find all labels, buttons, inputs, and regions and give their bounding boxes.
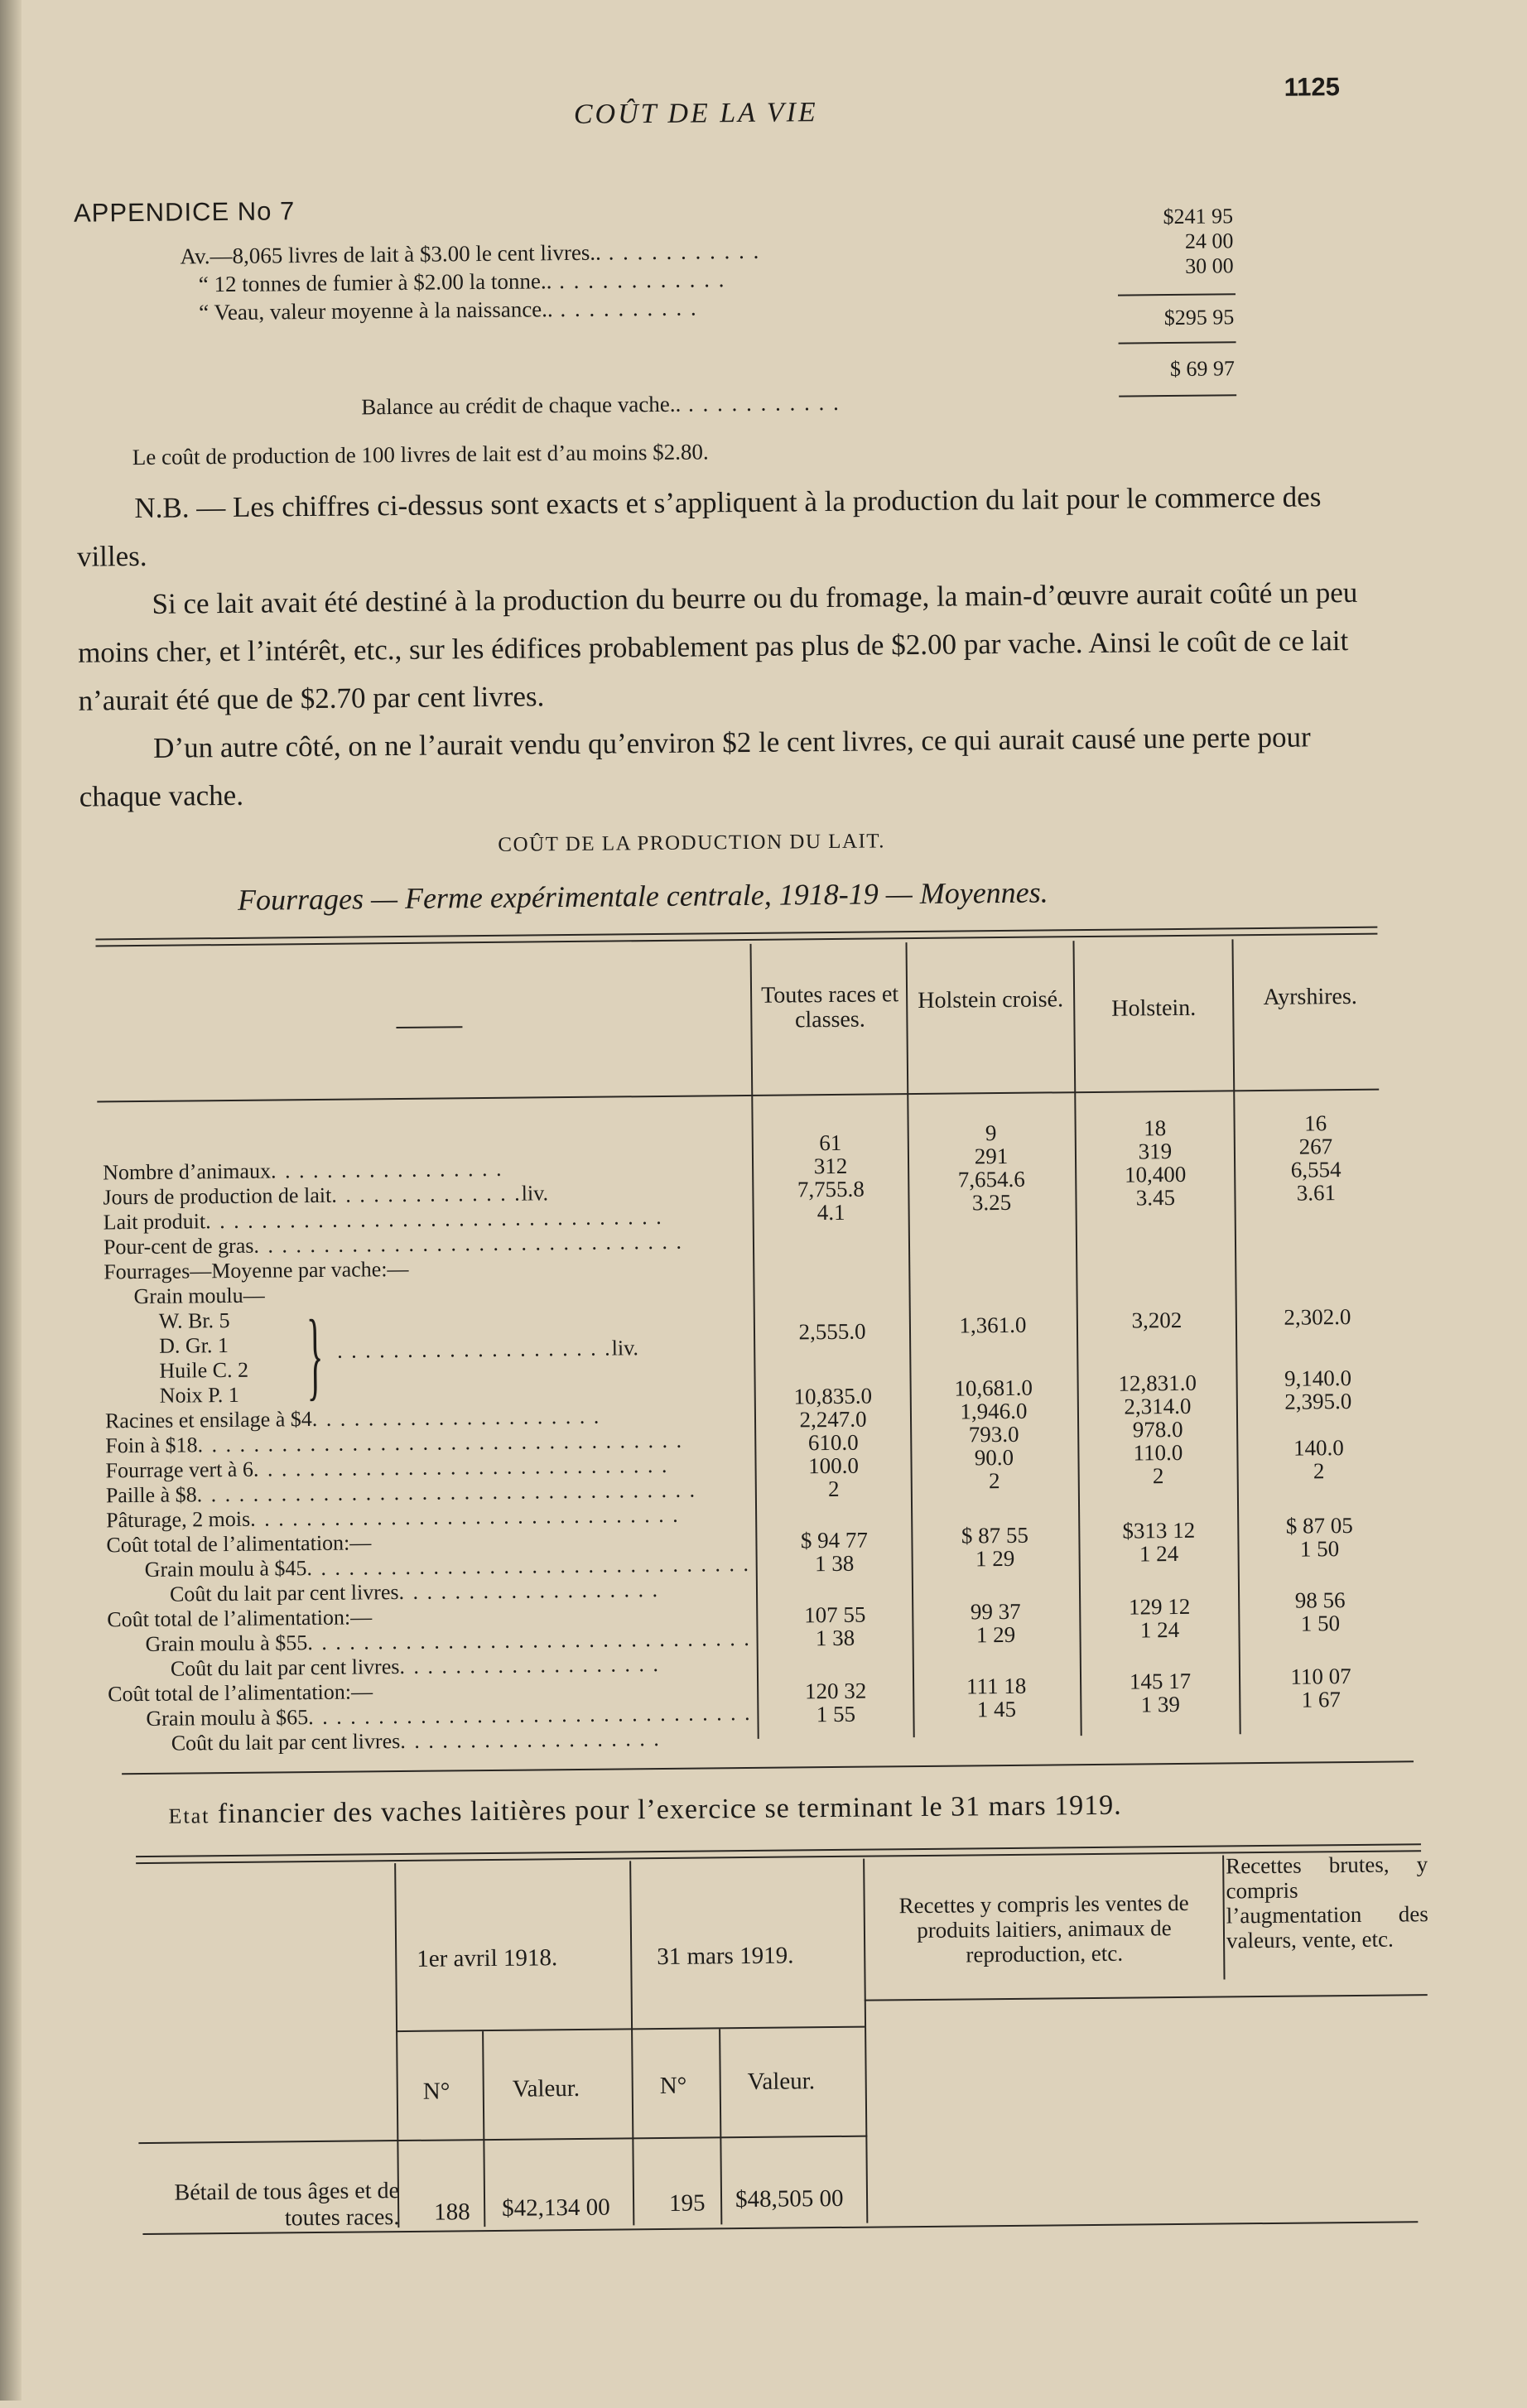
cell-paille-h: 110.0 — [1133, 1439, 1183, 1466]
cell-paille-ay: 140.0 — [1293, 1435, 1344, 1461]
cell-fat-ay: 3.61 — [1296, 1180, 1337, 1206]
cell-milk-all: 7,755.8 — [797, 1176, 865, 1202]
row-label-grain-65: Grain moulu à $65. . . . . . . . . . . . . . . . . . . . . . . . . . . . . . . . — [146, 1700, 752, 1731]
table1-caption: Fourrages — Ferme expérimentale centrale, 1918-19 — Moyennes. — [237, 875, 1048, 917]
table1-header-rule — [97, 1089, 1379, 1103]
grain-unit: . . . . . . . . . . . . . . . . . . . .liv. — [337, 1336, 639, 1363]
cell-paille-hc: 90.0 — [974, 1444, 1014, 1471]
cost-note: Le coût de production de 100 livres de lait est d’au moins $2.80. — [132, 439, 709, 470]
cell-valeur-1919: $48,505 00 — [735, 2184, 844, 2213]
cell-foin-all: 2,247.0 — [799, 1406, 867, 1433]
cell-total55-hc: 99 37 — [970, 1598, 1021, 1625]
cell-milk-h: 10,400 — [1124, 1161, 1187, 1187]
account-line-milk: Av.—8,065 livres de lait à $3.00 le cent livres.. . . . . . . . . . . . — [180, 238, 761, 269]
table1-top-rule-1 — [95, 927, 1377, 941]
table2-subdivider-1 — [482, 2031, 485, 2227]
cell-paturage-all: 2 — [827, 1476, 840, 1502]
cell-animals-ay: 16 — [1303, 1110, 1327, 1136]
row-label-total-65: Coût total de l’alimentation:— — [108, 1679, 373, 1707]
cell-days-hc: 291 — [974, 1143, 1009, 1169]
cell-total45-h: $313 12 — [1122, 1517, 1196, 1544]
cell-cost65-hc: 1 45 — [976, 1696, 1017, 1722]
cell-cost45-h: 1 24 — [1139, 1541, 1179, 1567]
cell-animals-all: 61 — [819, 1129, 842, 1156]
sum-rule — [1118, 293, 1236, 296]
cell-total45-hc: $ 87 55 — [961, 1522, 1029, 1548]
table2-divider-1 — [394, 1863, 399, 2227]
grain-brace: } — [306, 1298, 325, 1410]
row-label-grain-45: Grain moulu à $45. . . . . . . . . . . . . . . . . . . . . . . . . . . . . . . . — [144, 1551, 751, 1582]
col-header-holstein: Holstein. — [1111, 995, 1197, 1022]
cell-paturage-ay: 2 — [1313, 1458, 1325, 1484]
cell-total65-h: 145 17 — [1129, 1668, 1192, 1694]
col-header-ayrshires: Ayrshires. — [1263, 983, 1357, 1010]
row-label-paturage: Pâturage, 2 mois. . . . . . . . . . . . . . . . . . . . . . . . . . . . . . . — [106, 1502, 680, 1533]
row-label-grain-55: Grain moulu à $55. . . . . . . . . . . . . . . . . . . . . . . . . . . . . . . . — [145, 1625, 751, 1656]
cell-days-h: 319 — [1138, 1139, 1173, 1164]
subheader-no-1: N° — [422, 2078, 450, 2105]
balance-rule — [1119, 394, 1236, 397]
row-label-fourrage-vert: Fourrage vert à 6. . . . . . . . . . . . . . . . . . . . . . . . . . . . . . — [105, 1452, 669, 1483]
row-label-racines: Racines et ensilage à $4. . . . . . . . . . . . . . . . . . . . . — [104, 1404, 601, 1433]
row-label-cost-65: Coût du lait par cent livres. . . . . . . . . . . . . . . . . . . — [171, 1727, 661, 1755]
cell-total65-hc: 111 18 — [966, 1673, 1027, 1699]
cell-vert-all: 610.0 — [807, 1429, 859, 1456]
subheader-valeur-1: Valeur. — [512, 2074, 580, 2102]
cell-cost45-all: 1 38 — [814, 1550, 855, 1577]
cell-racines-hc: 10,681.0 — [954, 1375, 1033, 1401]
note-paragraph-3: D’un autre côté, on ne l’aurait vendu qu’environ $2 le cent livres, ce qui aurait causé une perte pour chaque vache. — [79, 720, 1311, 813]
note-paragraph-1: N.B. — Les chiffres ci-dessus sont exacts et s’appliquent à la production du lait pour le commerce des villes. — [76, 480, 1322, 573]
cell-foin-ay: 2,395.0 — [1284, 1388, 1352, 1414]
col-header-all: Toutes races et classes. — [760, 981, 899, 1033]
account-line-calf: “ Veau, valeur moyenne à la naissance.. . . . . . . . . . . — [199, 295, 698, 325]
cell-cost65-ay: 1 67 — [1301, 1687, 1342, 1712]
table2-recettes-rule — [865, 1994, 1428, 2001]
row-label-dgr: D. Gr. 1 — [158, 1333, 229, 1358]
cell-total65-ay: 110 07 — [1290, 1664, 1351, 1689]
cell-vert-hc: 793.0 — [968, 1421, 1019, 1447]
cell-cost55-ay: 1 50 — [1300, 1611, 1341, 1636]
cell-cost55-all: 1 38 — [815, 1625, 855, 1651]
row-label-cost-45: Coût du lait par cent livres. . . . . . . . . . . . . . . . . . . — [169, 1577, 660, 1606]
cell-valeur-1918: $42,134 00 — [501, 2194, 610, 2222]
cell-racines-ay: 9,140.0 — [1284, 1365, 1352, 1391]
row-label-milk: Lait produit. . . . . . . . . . . . . . . . . . . . . . . . . . . . . . . . . — [103, 1204, 663, 1235]
page-number: 1125 — [1284, 72, 1341, 102]
cell-paturage-h: 2 — [1152, 1463, 1164, 1489]
cell-paturage-hc: 2 — [988, 1468, 1000, 1494]
row-label-days: Jours de production de lait. . . . . . . . . . . . . .liv. — [103, 1181, 549, 1210]
amount-total: $295 95 — [1163, 305, 1235, 330]
row-label-total-45: Coût total de l’alimentation:— — [106, 1530, 372, 1558]
row-label-betail: Bétail de tous âges et de toutes races. — [174, 2178, 400, 2232]
cell-racines-h: 12,831.0 — [1118, 1370, 1197, 1396]
stub-header-dash — [396, 1026, 462, 1028]
row-label-noix: Noix P. 1 — [159, 1382, 239, 1408]
cell-fat-h: 3.45 — [1135, 1185, 1176, 1211]
cell-total45-all: $ 94 77 — [800, 1527, 869, 1553]
row-label-paille: Paille à $8. . . . . . . . . . . . . . . . . . . . . . . . . . . . . . . . . . . . — [105, 1477, 697, 1508]
table1-col-divider-3 — [1072, 941, 1081, 1736]
cell-racines-all: 10,835.0 — [793, 1383, 873, 1409]
amount-manure: 24 00 — [1184, 229, 1234, 253]
cell-grain-hc: 1,361.0 — [959, 1312, 1027, 1338]
cell-milk-hc: 7,654.6 — [957, 1166, 1025, 1192]
table1-col-divider-4 — [1231, 939, 1240, 1734]
row-label-total-55: Coût total de l’alimentation:— — [107, 1605, 373, 1632]
table2-divider-4 — [1222, 1855, 1225, 1979]
cell-foin-hc: 1,946.0 — [960, 1398, 1028, 1424]
table1-top-rule-2 — [95, 933, 1377, 947]
cell-total55-ay: 98 56 — [1294, 1587, 1346, 1613]
cell-total55-all: 107 55 — [804, 1601, 866, 1628]
cell-paille-all: 100.0 — [808, 1452, 860, 1479]
section-title: COÛT DE LA PRODUCTION DU LAIT. — [498, 830, 886, 856]
cell-total45-ay: $ 87 05 — [1285, 1512, 1353, 1539]
cell-cost45-ay: 1 50 — [1299, 1536, 1340, 1562]
note-paragraph-2: Si ce lait avait été destiné à la production du beurre ou du fromage, la main-d’œuvre aurait coûté un peu moins cher, et l’intérêt, etc., sur les édifices probablement pas plus de $2.00 par vache. Ainsi le coût de ce lait n’aurait été que de $2.70 par cent livres. — [77, 576, 1358, 717]
cell-fat-hc: 3.25 — [971, 1189, 1012, 1216]
cell-cost45-hc: 1 29 — [975, 1545, 1015, 1572]
row-label-cost-55: Coût du lait par cent livres. . . . . . . . . . . . . . . . . . . — [170, 1652, 661, 1681]
cell-cost55-hc: 1 29 — [975, 1621, 1016, 1648]
account-line-manure: “ 12 tonnes de fumier à $2.00 la tonne.. . . . . . . . . . . . . — [198, 267, 726, 297]
subheader-no-2: N° — [659, 2072, 687, 2100]
col-header-holstein-croise: Holstein croisé. — [918, 986, 1064, 1014]
cell-cost65-all: 1 55 — [816, 1701, 856, 1727]
cell-total65-all: 120 32 — [804, 1678, 867, 1704]
row-label-grain: Grain moulu— — [133, 1283, 265, 1309]
col-header-date2: 31 mars 1919. — [657, 1942, 794, 1971]
cell-milk-ay: 6,554 — [1290, 1157, 1342, 1182]
amount-milk: $241 95 — [1163, 204, 1234, 229]
cell-cost55-h: 1 24 — [1139, 1616, 1180, 1643]
balance-label: Balance au crédit de chaque vache.. . . . . . . . . . . . — [361, 389, 841, 420]
table2-subdivider-2 — [719, 2029, 722, 2224]
table2-divider-2 — [629, 1861, 634, 2225]
total-rule — [1119, 341, 1236, 344]
cell-total55-h: 129 12 — [1128, 1593, 1191, 1620]
table2-caption: Etat financier des vaches laitières pour l’exercice se terminant le 31 mars 1919. — [168, 1789, 1122, 1830]
cell-foin-h: 2,314.0 — [1124, 1393, 1192, 1419]
subheader-valeur-2: Valeur. — [747, 2068, 816, 2096]
row-label-animals: Nombre d’animaux. . . . . . . . . . . . . . . . . — [102, 1156, 503, 1185]
cell-animals-hc: 9 — [985, 1120, 997, 1146]
row-label-huile: Huile C. 2 — [159, 1357, 249, 1383]
cell-vert-h: 978.0 — [1132, 1416, 1183, 1442]
amount-calf: 30 00 — [1185, 253, 1234, 278]
cell-grain-all: 2,555.0 — [798, 1318, 866, 1345]
row-label-feed-header: Fourrages—Moyenne par vache:— — [104, 1256, 409, 1284]
table2-header-rule — [138, 2136, 867, 2144]
running-title: COÛT DE LA VIE — [573, 97, 818, 130]
row-label-foin: Foin à $18. . . . . . . . . . . . . . . . . . . . . . . . . . . . . . . . . . . — [105, 1428, 684, 1458]
table1-bottom-rule — [122, 1760, 1414, 1775]
cell-grain-h: 3,202 — [1131, 1307, 1183, 1333]
cell-days-all: 312 — [813, 1153, 848, 1179]
col-header-recettes: Recettes y compris les ventes de produits laitiers, animaux de reproduction, etc. — [898, 1890, 1189, 1967]
col-header-recettes-brutes: Recettes brutes, y compris l’augmentation des valeurs, vente, etc. — [1226, 1852, 1428, 1953]
cell-animals-h: 18 — [1144, 1115, 1167, 1141]
col-header-date1: 1er avril 1918. — [417, 1944, 558, 1972]
row-label-fat: Pour-cent de gras. . . . . . . . . . . . . . . . . . . . . . . . . . . . . . . — [103, 1229, 684, 1259]
table1-col-divider-2 — [905, 942, 914, 1737]
amount-balance: $ 69 97 — [1169, 356, 1235, 382]
table1-col-divider-1 — [750, 944, 759, 1739]
cell-no-1919: 195 — [668, 2189, 706, 2217]
appendix-label: APPENDICE No 7 — [73, 196, 296, 228]
row-label-wbr: W. Br. 5 — [158, 1308, 230, 1333]
cell-cost65-h: 1 39 — [1140, 1691, 1181, 1717]
cell-fat-all: 4.1 — [816, 1199, 845, 1226]
cell-grain-ay: 2,302.0 — [1284, 1303, 1351, 1330]
cell-no-1918: 188 — [434, 2199, 470, 2226]
cell-days-ay: 267 — [1298, 1134, 1333, 1159]
